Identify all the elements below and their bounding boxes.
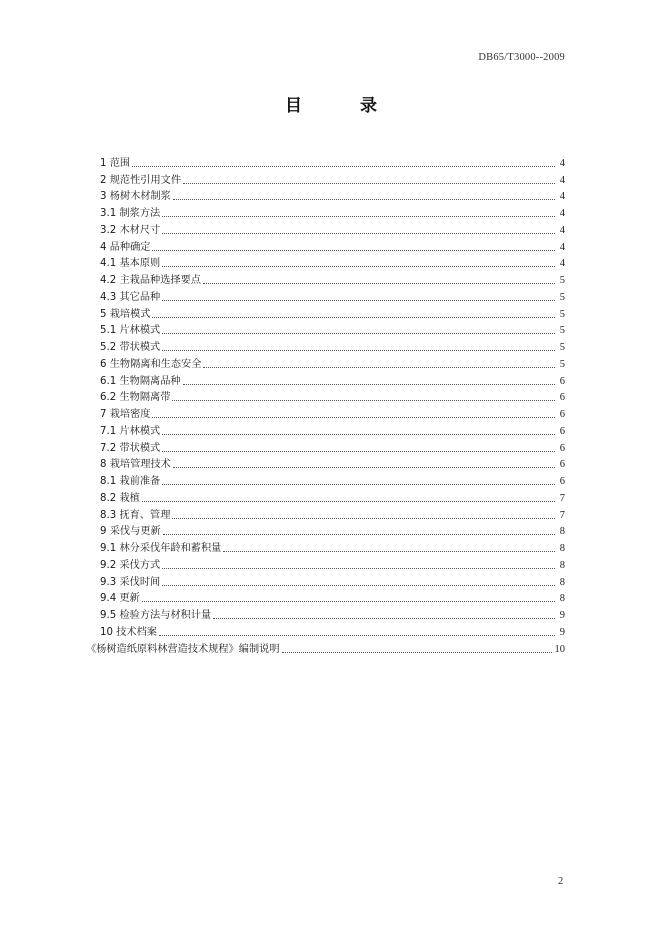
toc-entry-page: 7: [559, 492, 565, 504]
toc-entry-label: 9.2 采伐方式: [100, 559, 161, 571]
table-of-contents: [86, 153, 565, 656]
page-title: 目 录: [285, 96, 403, 116]
toc-entry-page: 8: [559, 543, 565, 554]
dot-leader: [162, 332, 555, 334]
toc-entry-page: 6: [559, 425, 565, 437]
toc-entry-label: 9 采伐与更新: [100, 526, 161, 538]
toc-entry[interactable]: [100, 254, 565, 271]
dot-leader: [162, 433, 555, 435]
toc-entry-page: 7: [559, 509, 565, 521]
toc-entry-label: 4 品种确定: [100, 241, 151, 253]
toc-entry[interactable]: [100, 354, 565, 371]
toc-entry[interactable]: [100, 404, 565, 421]
toc-entry-page: 8: [559, 559, 565, 571]
toc-entry[interactable]: [100, 187, 565, 204]
toc-entry[interactable]: [100, 522, 565, 539]
dot-leader: [162, 584, 555, 586]
dot-leader: [162, 567, 555, 569]
dot-leader: [223, 550, 555, 552]
dot-leader: [162, 265, 555, 267]
toc-entry-page: 4: [559, 191, 565, 203]
toc-entry-page: 8: [559, 593, 565, 605]
toc-entry-page: 6: [559, 476, 565, 487]
toc-entry-label: 9.4 更新: [100, 593, 140, 605]
toc-entry[interactable]: [100, 321, 565, 338]
dot-leader: [162, 450, 555, 452]
toc-entry-page: 6: [559, 459, 565, 471]
toc-entry[interactable]: [100, 304, 565, 321]
toc-entry[interactable]: [100, 371, 565, 388]
dot-leader: [203, 366, 555, 368]
toc-entry-page: 6: [559, 442, 565, 454]
dot-leader: [173, 198, 555, 200]
toc-entry[interactable]: [100, 153, 565, 170]
dot-leader: [159, 634, 555, 636]
dot-leader: [183, 383, 555, 385]
toc-entry-page: 4: [559, 208, 565, 219]
toc-entry-label: 4.3 其它品种: [100, 291, 161, 303]
toc-entry-page: 5: [559, 358, 565, 370]
toc-entry-label: 5.1 片林模式: [100, 325, 161, 337]
dot-leader: [172, 399, 555, 401]
toc-entry-label: 3 杨树木材制浆: [100, 191, 171, 203]
dot-leader: [173, 466, 555, 468]
toc-entry-page: 9: [559, 610, 565, 621]
toc-entry-label: 9.3 采伐时间: [100, 576, 161, 588]
toc-entry-label: 5 栽培模式: [100, 308, 151, 320]
toc-entry[interactable]: [100, 572, 565, 589]
toc-entry[interactable]: [100, 455, 565, 472]
toc-entry-label: 5.2 带状模式: [100, 342, 161, 353]
dot-leader: [172, 517, 555, 519]
toc-entry-page: 8: [559, 576, 565, 588]
toc-entry[interactable]: [100, 622, 565, 639]
toc-entry-label: 8 栽培管理技术: [100, 459, 171, 471]
toc-entry-page: 5: [559, 291, 565, 303]
toc-entry-label: 8.1 栽前准备: [100, 476, 161, 487]
toc-entry-label: 7.2 带状模式: [100, 442, 161, 454]
dot-leader: [162, 299, 555, 301]
toc-entry-label: 10 技术档案: [100, 626, 157, 638]
toc-entry[interactable]: [100, 589, 565, 606]
toc-entry[interactable]: [100, 388, 565, 405]
dot-leader: [152, 249, 555, 251]
toc-entry-label: 6.2 生物隔离带: [100, 392, 171, 404]
dot-leader: [213, 617, 555, 619]
toc-entry[interactable]: [100, 237, 565, 254]
toc-entry-page: 6: [559, 375, 565, 387]
dot-leader: [162, 349, 555, 351]
toc-entry-label: 8.3 抚育、管理: [100, 509, 171, 521]
toc-entry-label: 7.1 片林模式: [100, 425, 161, 437]
toc-entry-page: 4: [559, 157, 565, 169]
toc-entry[interactable]: [100, 337, 565, 354]
toc-entry-page: 8: [559, 526, 565, 538]
toc-entry-page: 4: [559, 174, 565, 186]
toc-entry-label: 《杨树造纸原料林营造技术规程》编制说明: [86, 643, 280, 655]
toc-entry[interactable]: [100, 287, 565, 304]
toc-entry[interactable]: [100, 605, 565, 622]
page-number: 2: [558, 876, 564, 887]
toc-entry[interactable]: [100, 438, 565, 455]
toc-entry-label: 1 范围: [100, 157, 131, 169]
toc-entry-page: 5: [559, 308, 565, 320]
toc-entry[interactable]: [100, 471, 565, 488]
toc-entry-label: 4.1 基本原则: [100, 258, 161, 270]
dot-leader: [203, 282, 555, 284]
dot-leader: [162, 483, 555, 485]
toc-entry[interactable]: [100, 488, 565, 505]
toc-entry[interactable]: [100, 421, 565, 438]
dot-leader: [163, 533, 555, 535]
toc-entry-label: 4.2 主栽品种选择要点: [100, 275, 201, 286]
toc-entry-label: 6 生物隔离和生态安全: [100, 358, 202, 370]
toc-entry-page: 4: [559, 241, 565, 253]
toc-entry-page: 10: [554, 643, 565, 655]
toc-entry-label: 3.2 木材尺寸: [100, 224, 161, 236]
toc-entry[interactable]: [100, 170, 565, 187]
dot-leader: [152, 316, 555, 318]
toc-entry-page: 9: [559, 626, 565, 638]
toc-entry-label: 9.5 检验方法与材积计量: [100, 610, 212, 621]
toc-entry-label: 3.1 制浆方法: [100, 208, 161, 219]
toc-entry-page: 5: [559, 275, 565, 286]
dot-leader: [162, 232, 555, 234]
toc-entry[interactable]: [100, 538, 565, 555]
toc-entry[interactable]: [86, 639, 565, 656]
dot-leader: [142, 500, 555, 502]
dot-leader: [162, 215, 555, 217]
toc-entry-page: 6: [559, 392, 565, 404]
toc-entry-label: 6.1 生物隔离品种: [100, 375, 181, 387]
dot-leader: [132, 165, 555, 167]
document-code: DB65/T3000--2009: [478, 52, 565, 63]
toc-entry-label: 9.1 林分采伐年龄和蓄积量: [100, 543, 222, 554]
toc-entry-page: 5: [559, 325, 565, 337]
toc-entry-page: 4: [559, 258, 565, 270]
toc-entry-page: 6: [559, 409, 565, 420]
dot-leader: [183, 182, 555, 184]
toc-entry[interactable]: [100, 505, 565, 522]
toc-entry-label: 2 规范性引用文件: [100, 174, 182, 186]
toc-entry-page: 4: [559, 224, 565, 236]
toc-entry-label: 7 栽培密度: [100, 409, 151, 420]
toc-entry[interactable]: [100, 203, 565, 220]
dot-leader: [282, 651, 552, 653]
toc-entry-page: 5: [559, 342, 565, 353]
dot-leader: [142, 600, 555, 602]
toc-entry[interactable]: [100, 555, 565, 572]
toc-entry-label: 8.2 栽植: [100, 492, 140, 504]
dot-leader: [152, 416, 555, 418]
toc-entry[interactable]: [100, 220, 565, 237]
toc-entry[interactable]: [100, 270, 565, 287]
